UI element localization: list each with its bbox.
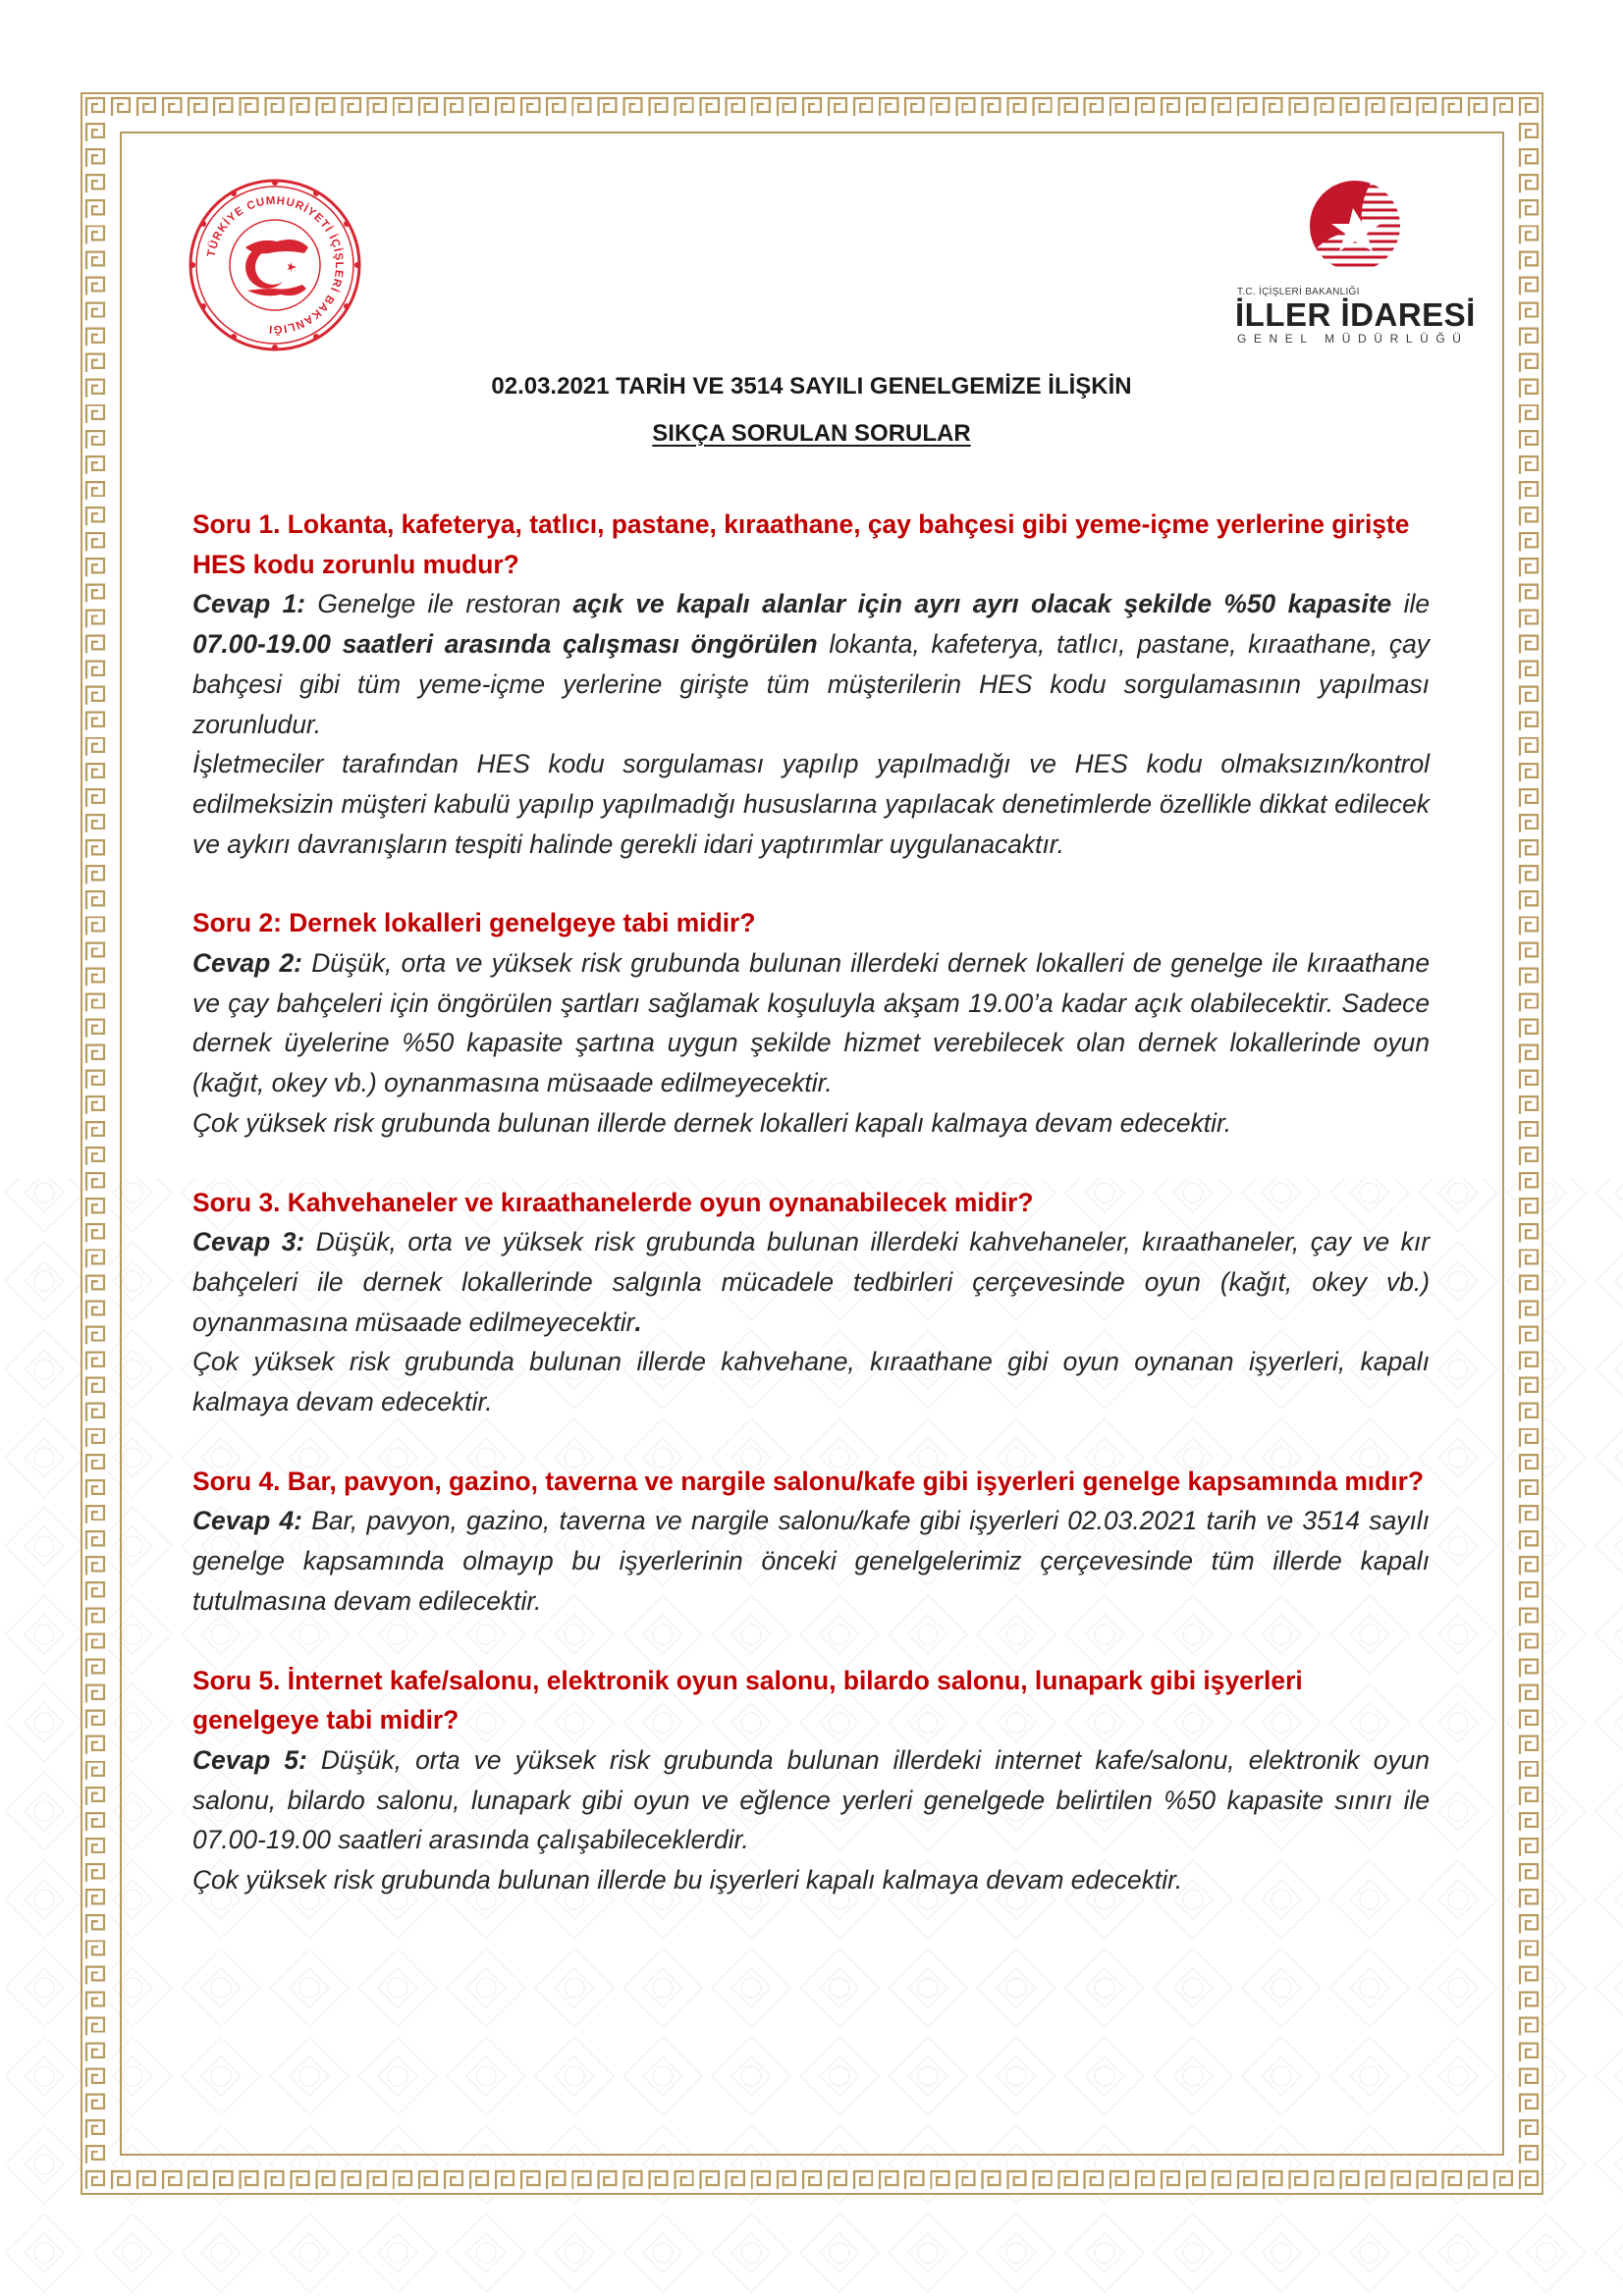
faq-item-4 — [192, 1462, 1430, 1622]
answer-3-paragraph-1 — [192, 1222, 1430, 1342]
question-1: Soru 1. Lokanta, kafeterya, tatlıcı, pastane, kıraathane, çay bahçesi gibi yeme-içme yerlerine girişte HES kodu zorunlu mudur? — [192, 509, 1410, 579]
page-title: 02.03.2021 TARİH VE 3514 SAYILI GENELGEMİZE İLİŞKİN — [491, 373, 1132, 400]
answer-4-text: Bar, pavyon, gazino, taverna ve nargile salonu/kafe gibi işyerleri 02.03.2021 tarih ve 3514 sayılı genelge kapsamında olmayıp bu işyerlerinin önceki genelgelerimiz çerçevesinde tüm illerde kapalı tutulmasına devam edilecektir. — [192, 1506, 1430, 1616]
faq-item-2 — [192, 903, 1430, 1143]
answer-2-text: Düşük, orta ve yüksek risk grubunda bulunan illerdeki dernek lokalleri de genelge ile kıraathane ve çay bahçeleri için öngörülen şartları sağlamak koşuluyla akşam 19.00’a kadar açık olabilecektir. Sadece dernek üyelerine %50 kapasite şartına uygun şekilde hizmet verebilecek olan dernek lokallerinde oyun (kağıt, okey vb.) oynanmasına müsaade edilmeyecektir. — [192, 948, 1431, 1098]
answer-4-label: Cevap 4: — [192, 1506, 302, 1536]
answer-1-paragraph-2: İşletmeciler tarafından HES kodu sorgulaması yapılıp yapılmadığı ve HES kodu olmaksızın/kontrol edilmeksizin müşteri kabulü yapılıp yapılmadığı hususlarına yapılacak denetimlerde özellikle dikkat edilecek ve aykırı davranışların tespiti halinde gerekli idari yaptırımlar uygulanacaktır. — [192, 749, 1430, 859]
answer-5-paragraph-2: Çok yüksek risk grubunda bulunan illerde bu işyerleri kapalı kalmaya devam edecektir. — [192, 1865, 1183, 1896]
answer-1-text-a: Genelge ile restoran — [305, 589, 573, 619]
question-5: Soru 5. İnternet kafe/salonu, elektronik oyun salonu, bilardo salonu, lunapark gibi işyerleri genelgeye tabi midir? — [192, 1665, 1303, 1735]
answer-2-paragraph-1 — [192, 943, 1430, 1103]
answer-1-paragraph-1 — [192, 584, 1430, 744]
page-subtitle — [0, 420, 1623, 448]
answer-1-bold-d: 07.00-19.00 saatleri arasında çalışması öngörülen — [192, 629, 818, 660]
faq-item-1 — [192, 505, 1430, 864]
answer-5-label: Cevap 5: — [192, 1744, 307, 1775]
answer-3-text: Düşük, orta ve yüksek risk grubunda bulunan illerdeki kahvehaneler, kıraathaneler, çay ve kır bahçeleri ile dernek lokallerinde salgınla mücadele tedbirleri çerçevesinde oyun (kağıt, okey vb.) oynanmasına müsaade edilmeyecektir — [192, 1227, 1430, 1337]
answer-3-end-mark: . — [634, 1307, 642, 1337]
question-4: Soru 4. Bar, pavyon, gazino, taverna ve nargile salonu/kafe gibi işyerleri genelge kapsamında mıdır? — [192, 1466, 1424, 1496]
right-logo-subtitle: GENEL MÜDÜRLÜĞÜ — [1237, 332, 1469, 346]
question-2: Soru 2: Dernek lokalleri genelgeye tabi midir? — [192, 908, 756, 938]
answer-1-text-c: ile — [1391, 589, 1431, 619]
answer-5-paragraph-1 — [192, 1740, 1430, 1860]
answer-1-label: Cevap 1: — [192, 589, 306, 619]
tc-icisleri-bakanligi-seal-icon — [187, 177, 363, 353]
question-3: Soru 3. Kahvehaneler ve kıraathanelerde oyun oynanabilecek midir? — [192, 1187, 1034, 1217]
answer-3-paragraph-2: Çok yüksek risk grubunda bulunan illerde kahvehane, kıraathane gibi oyun oynanan işyerleri, kapalı kalmaya devam edecektir. — [192, 1347, 1430, 1417]
answer-1-bold-b: açık ve kapalı alanlar için ayrı ayrı olacak şekilde %50 kapasite — [572, 589, 1392, 619]
answer-2-paragraph-2: Çok yüksek risk grubunda bulunan illerde dernek lokalleri kapalı kalmaya devam edecektir. — [192, 1107, 1232, 1138]
page-subtitle-text: SIKÇA SORULAN SORULAR — [652, 420, 971, 447]
answer-1-text-e: lokanta, kafeterya, tatlıcı, pastane, kıraathane, çay bahçesi gibi tüm yeme-içme yerlerine girişte tüm müşterilerin HES kodu sorgulamasının yapılması zorunludur. — [192, 629, 1430, 739]
answer-5-text: Düşük, orta ve yüksek risk grubunda bulunan illerdeki internet kafe/salonu, elektronik oyun salonu, bilardo salonu, lunapark gibi oyun ve eğlence yerleri genelgede belirtilen %50 kapasite sınırı ile 07.00-19.00 saatleri arasında çalışabileceklerdir. — [192, 1744, 1430, 1855]
faq-item-3 — [192, 1183, 1430, 1422]
right-logo-ministry-text: T.C. İÇİŞLERİ BAKANLIĞI — [1237, 287, 1360, 297]
answer-2-label: Cevap 2: — [192, 948, 302, 979]
faq-item-5 — [192, 1661, 1430, 1900]
svg-text:TÜRKİYE CUMHURİYETİ İÇİŞLERİ B: TÜRKİYE CUMHURİYETİ İÇİŞLERİ BAKANLIĞI — [205, 194, 346, 336]
answer-3-label: Cevap 3: — [192, 1227, 305, 1257]
answer-4-paragraph-1 — [192, 1501, 1430, 1621]
right-logo-name: İLLER İDARESİ — [1235, 296, 1476, 333]
faq-content — [192, 505, 1430, 1940]
